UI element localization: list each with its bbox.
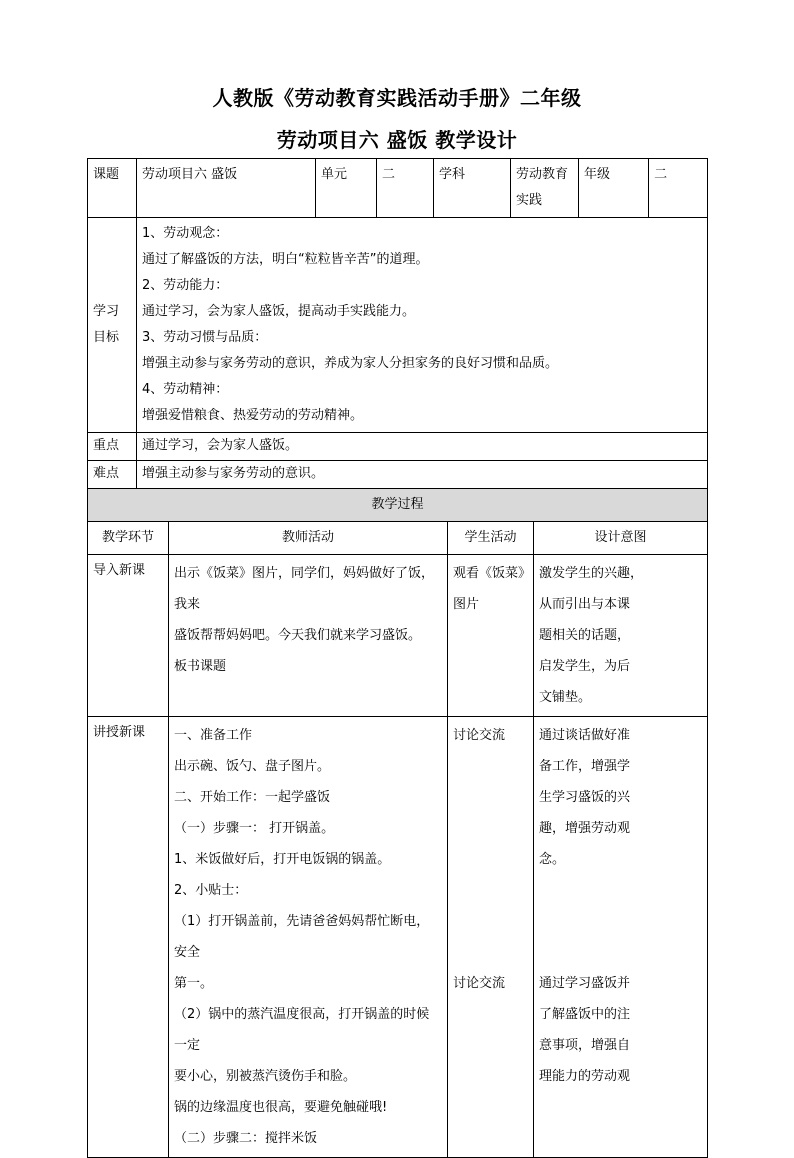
- key-point-row: [88, 433, 708, 461]
- page-subtitle: 劳动项目六 盛饭 教学设计: [276, 128, 518, 152]
- header-teacher: 教师活动: [169, 522, 448, 555]
- header-stage: 教学环节: [88, 522, 169, 555]
- lesson-stage: 讲授新课: [88, 717, 169, 1158]
- unit-value: 二: [377, 159, 434, 218]
- process-title: 教学过程: [88, 489, 708, 522]
- difficulty-row: [88, 461, 708, 489]
- key-point-label: 重点: [88, 433, 137, 461]
- objective-line: 通过了解盛饭的方法，明白“粒粒皆辛苦”的道理。: [142, 252, 429, 267]
- intro-teacher-line: 盛饭帮帮妈妈吧。今天我们就来学习盛饭。: [174, 628, 422, 643]
- difficulty-value: 增强主动参与家务劳动的意识。: [137, 461, 708, 489]
- lesson-teacher: [169, 717, 448, 1158]
- lesson-teacher-line: （二）步骤二：搅拌米饭: [174, 1131, 318, 1146]
- lesson-student-b: 讨论交流: [453, 976, 506, 991]
- intro-teacher: [169, 555, 448, 717]
- subject-value: [511, 159, 579, 218]
- lesson-design-line: 了解盛饭中的注: [539, 1007, 631, 1022]
- lesson-teacher-line: （1）打开锅盖前，先请爸爸妈妈帮忙断电，安全: [174, 914, 430, 960]
- lesson-design-line: 通过学习盛饭并: [539, 976, 631, 991]
- process-title-row: [88, 489, 708, 522]
- intro-design-line: 题相关的话题，: [539, 628, 631, 643]
- intro-design-line: 启发学生，为后: [539, 659, 631, 674]
- grade-value: 二: [649, 159, 708, 218]
- lesson-row: [88, 717, 708, 1158]
- subject-label: 学科: [434, 159, 511, 218]
- key-point-value: 通过学习，会为家人盛饭。: [137, 433, 708, 461]
- objectives-label: [88, 218, 137, 433]
- subject-value-line: 劳动教育: [516, 167, 569, 182]
- lesson-design-line: 备工作，增强学: [539, 759, 631, 774]
- intro-teacher-line: 出示《饭菜》图片，同学们，妈妈做好了饭，我来: [174, 566, 435, 612]
- lesson-design-line: 意事项，增强自: [539, 1038, 631, 1053]
- lesson-teacher-line: 2、小贴士：: [174, 883, 248, 898]
- lesson-teacher-line: 1、米饭做好后，打开电饭锅的锅盖。: [174, 852, 391, 867]
- lesson-design: [534, 717, 708, 1158]
- intro-design-line: 从而引出与本课: [539, 597, 631, 612]
- objectives-label-line: 目标: [93, 330, 120, 345]
- lesson-design-line: 生学习盛饭的兴: [539, 790, 631, 805]
- lesson-teacher-line: （2）锅中的蒸汽温度很高，打开锅盖的时候一定: [174, 1007, 430, 1053]
- objective-line: 增强主动参与家务劳动的意识，养成为家人分担家务的良好习惯和品质。: [142, 356, 559, 371]
- lesson-student-a: 讨论交流: [453, 728, 506, 743]
- intro-row: [88, 555, 708, 717]
- intro-student: [448, 555, 534, 717]
- info-row: [88, 159, 708, 218]
- grade-label: 年级: [579, 159, 649, 218]
- header-student: 学生活动: [448, 522, 534, 555]
- process-header-row: [88, 522, 708, 555]
- lesson-teacher-line: 一、准备工作: [174, 728, 253, 743]
- lesson-design-line: 理能力的劳动观: [539, 1069, 631, 1084]
- lesson-plan-table: [87, 158, 708, 1158]
- objective-line: 2、劳动能力：: [142, 278, 229, 293]
- objectives-content: [137, 218, 708, 433]
- topic-value: 劳动项目六 盛饭: [137, 159, 316, 218]
- lesson-teacher-line: 要小心，别被蒸汽烫伤手和脸。: [174, 1069, 357, 1084]
- intro-student-line: 观看《饭菜》: [453, 566, 532, 581]
- topic-label: 课题: [88, 159, 137, 218]
- intro-design-line: 文铺垫。: [539, 690, 592, 705]
- difficulty-label: 难点: [88, 461, 137, 489]
- intro-teacher-line: 板书课题: [174, 659, 227, 674]
- lesson-design-line: 念。: [539, 852, 566, 867]
- intro-stage: 导入新课: [88, 555, 169, 717]
- header-design: 设计意图: [534, 522, 708, 555]
- objective-line: 通过学习，会为家人盛饭，提高动手实践能力。: [142, 304, 416, 319]
- objective-line: 1、劳动观念：: [142, 226, 229, 241]
- lesson-teacher-line: （一）步骤一： 打开锅盖。: [174, 821, 335, 836]
- objective-line: 增强爱惜粮食、热爱劳动的劳动精神。: [142, 408, 364, 423]
- page-title: 人教版《劳动教育实践活动手册》二年级: [212, 86, 582, 110]
- objective-line: 3、劳动习惯与品质：: [142, 330, 268, 345]
- objectives-row: [88, 218, 708, 433]
- lesson-student: [448, 717, 534, 1158]
- objectives-label-line: 学习: [93, 304, 120, 319]
- subject-value-line: 实践: [516, 193, 543, 208]
- intro-design-line: 激发学生的兴趣，: [539, 566, 644, 581]
- objective-line: 4、劳动精神：: [142, 382, 229, 397]
- lesson-teacher-line: 锅的边缘温度也很高，要避免触碰哦!: [174, 1100, 388, 1115]
- lesson-design-line: 通过谈话做好准: [539, 728, 631, 743]
- intro-design: [534, 555, 708, 717]
- lesson-design-line: 趣，增强劳动观: [539, 821, 631, 836]
- lesson-teacher-line: 出示碗、饭勺、盘子图片。: [174, 759, 331, 774]
- intro-student-line: 图片: [453, 597, 480, 612]
- lesson-teacher-line: 二、开始工作：一起学盛饭: [174, 790, 331, 805]
- unit-label: 单元: [316, 159, 377, 218]
- lesson-teacher-line: 第一。: [174, 976, 214, 991]
